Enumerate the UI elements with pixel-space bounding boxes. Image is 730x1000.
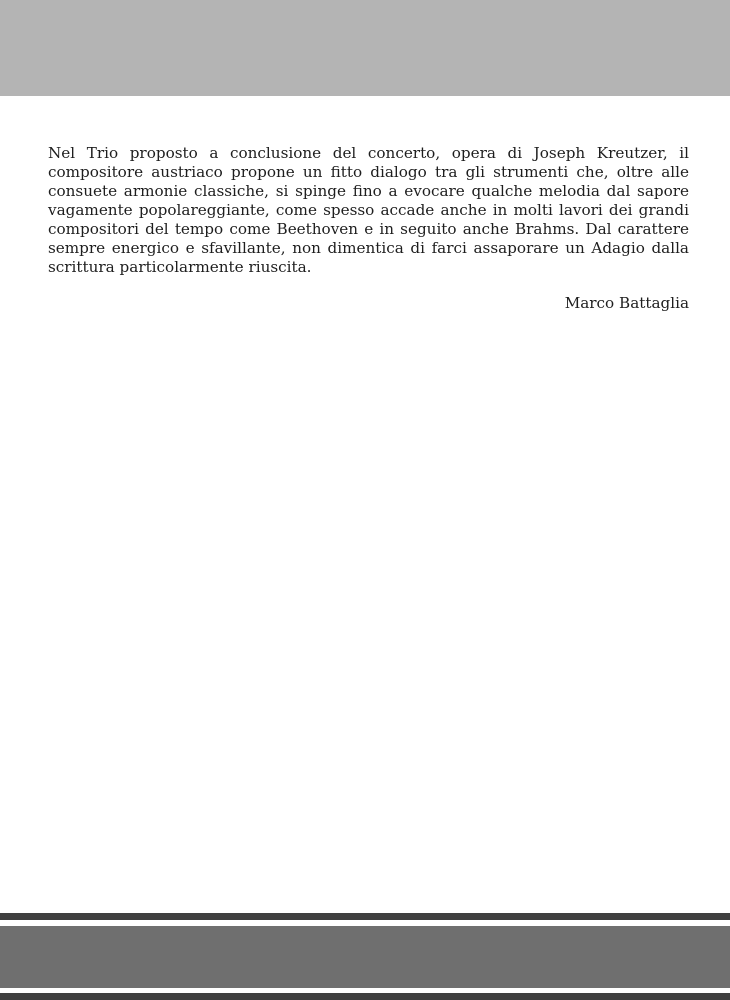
article-paragraph: Nel Trio proposto a conclusione del concerto, opera di Joseph Kreutzer, il compositore austriaco propone un fitto dialogo tra gli strumenti che, oltre alle consuete armonie classiche, si spinge fino a evocare qualche melodia dal sapore vagamente popolareggiante, come spesso accade anche in molti lavori dei grandi compositori del tempo come Beethoven e in seguito anche Brahms. Dal carattere sempre energico e sfavillante, non dimentica di farci assaporare un Adagio dalla scrittura particolarmente riuscita.: [48, 144, 689, 276]
footer-band: [0, 926, 730, 988]
footer-rule-bottom: [0, 993, 730, 1000]
header-band: [0, 0, 730, 96]
article-content: [48, 144, 689, 313]
footer-rule-top: [0, 913, 730, 920]
article-author: Marco Battaglia: [564, 294, 689, 312]
